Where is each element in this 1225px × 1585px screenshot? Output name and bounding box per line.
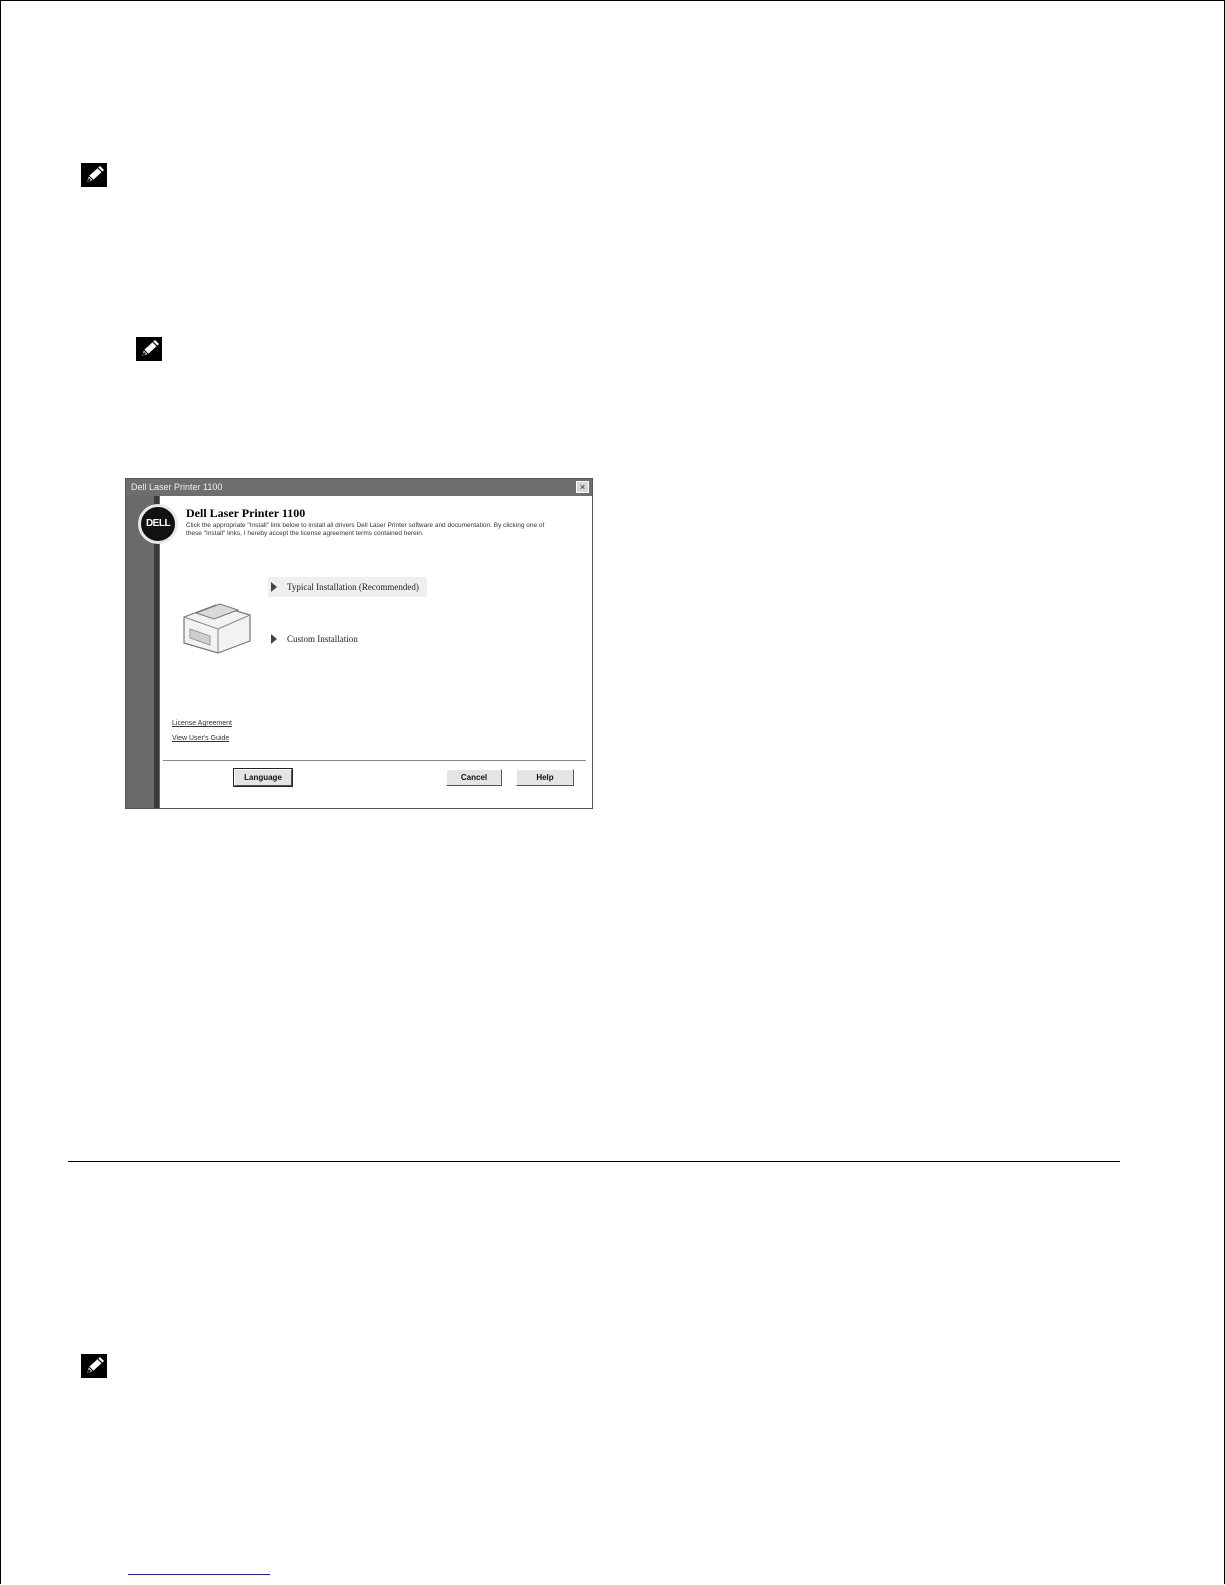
- custom-installation-option[interactable]: [268, 629, 358, 649]
- dialog-heading: Dell Laser Printer 1100: [186, 506, 306, 520]
- cancel-button[interactable]: Cancel: [446, 769, 502, 786]
- dialog-titlebar: [126, 479, 592, 496]
- arrow-right-icon: [268, 580, 280, 594]
- note-pencil-icon: [80, 162, 108, 188]
- option-label: Typical Installation (Recommended): [287, 582, 419, 592]
- typical-installation-option[interactable]: [268, 577, 427, 597]
- button-divider: [163, 760, 586, 762]
- arrow-right-icon: [268, 632, 280, 646]
- close-button[interactable]: ×: [576, 481, 589, 493]
- dialog-window-title: Dell Laser Printer 1100: [131, 482, 223, 492]
- note-pencil-icon: [80, 1353, 108, 1379]
- bottom-link-underline[interactable]: [128, 1574, 270, 1575]
- dell-logo: DELL: [138, 504, 178, 544]
- installer-dialog: [125, 478, 593, 809]
- section-divider: [68, 1161, 1120, 1162]
- note-pencil-icon: [135, 336, 163, 362]
- printer-icon: [176, 589, 256, 659]
- view-users-guide-link[interactable]: View User's Guide: [172, 735, 230, 742]
- help-button[interactable]: Help: [516, 769, 574, 786]
- dialog-description: Click the appropriate "Install" link below to install all drivers Dell Laser Printer software and documentation. By clicking one of these "Install" links, I hereby accept the license agreement terms contained herein.: [186, 522, 545, 537]
- option-label: Custom Installation: [287, 634, 358, 644]
- language-button[interactable]: Language: [234, 769, 292, 786]
- license-agreement-link[interactable]: License Agreement: [172, 720, 232, 727]
